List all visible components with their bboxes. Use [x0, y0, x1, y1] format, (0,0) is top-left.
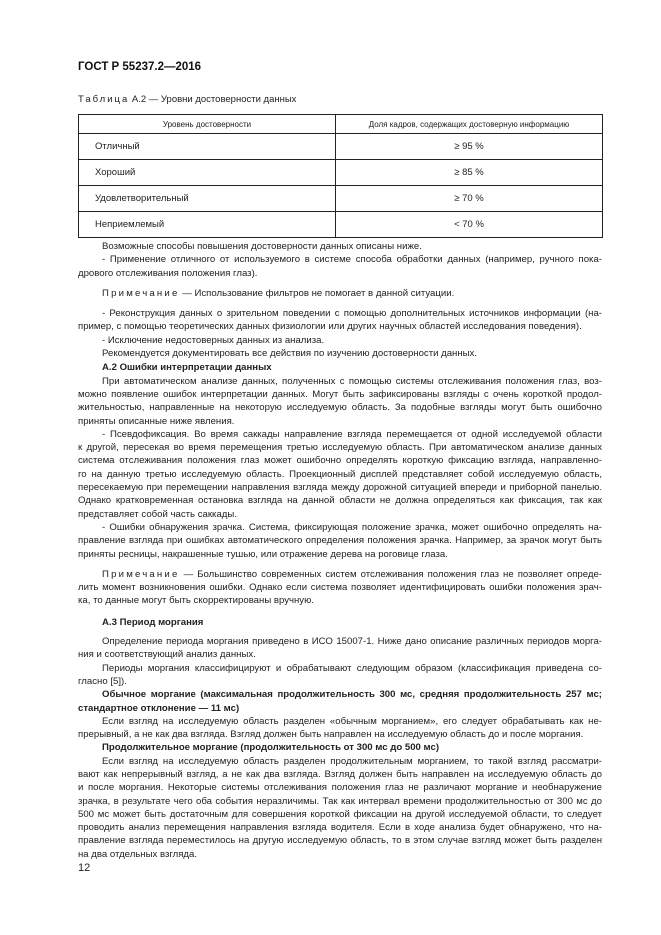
level-cell: Удовлетворительный: [79, 186, 336, 212]
line-text: прерывный, а не как два взгляда. Взгляд должен быть направлен на исследуемую область до и после моргания.: [78, 729, 584, 741]
line-text: на два отдельных взгляда.: [78, 848, 198, 860]
text-line: [78, 415, 602, 428]
level-cell: Неприемлемый: [79, 212, 336, 238]
text-line: [78, 508, 602, 521]
paragraph: [78, 715, 602, 742]
table-row: [79, 186, 603, 212]
line-text: система отслеживания положения глаз может ошибочно определять короткую фиксацию взгляда, направленно-: [78, 455, 602, 467]
line-text: ка, то данные могут быть скорректированы вручную.: [78, 595, 314, 607]
table-row: [79, 134, 603, 160]
text-line: [78, 287, 602, 300]
column-header: Уровень достоверности: [79, 115, 336, 134]
column-header: Доля кадров, содержащих достоверную информацию: [336, 115, 603, 134]
note-paragraph: [78, 568, 602, 608]
text-line: [78, 834, 602, 847]
text-line: [78, 781, 602, 794]
share-cell: ≥ 70 %: [336, 186, 603, 212]
text-line: [78, 648, 602, 661]
line-text: 500 мс может быть достаточным для совершения короткой фиксации на другой исследуемой области, то следует: [78, 808, 602, 820]
text-line: [78, 441, 602, 454]
text-line: [78, 688, 602, 701]
text-line: [78, 848, 602, 861]
line-text: зрачка, в результате чего оба события неразличимы. Так как интервал времени продолжительностью от 300 мс до: [78, 795, 602, 807]
table-header-row: [79, 115, 603, 134]
text-line: [78, 808, 602, 821]
text-line: [78, 728, 602, 741]
section-heading: [78, 616, 602, 629]
text-line: [78, 401, 602, 414]
text-line: [78, 755, 602, 768]
section-heading: [78, 361, 602, 374]
note-paragraph: [78, 287, 602, 300]
paragraph: [78, 347, 602, 360]
line-text: лить момент возникновения ошибки. Однако если система позволяет идентифицировать ошибки положения зрач-: [78, 582, 602, 594]
line-text: Периоды моргания классифицируют и обрабатывают следующим образом (классификация приведена со-: [102, 662, 602, 674]
text-line: [78, 635, 602, 648]
paragraph: [78, 334, 602, 347]
page-number: 12: [78, 862, 91, 874]
line-text: - Псевдофиксация. Во время саккады направление взгляда перемещается от одной исследуемой области: [102, 428, 602, 440]
paragraph: [78, 521, 602, 561]
line-text: к другой, пересекая во время перемещения третью исследуемую область. При автоматическом анализе данных: [78, 442, 602, 454]
caption-label: Таблица: [78, 94, 130, 105]
text-line: [78, 534, 602, 547]
line-text: — Большинство современных систем отслеживания положения глаз не позволяет опреде-: [179, 568, 602, 580]
text-line: [78, 481, 602, 494]
body-text: [78, 240, 602, 861]
line-text: При автоматическом анализе данных, полученных с помощью системы отслеживания положения глаз, воз-: [102, 375, 602, 387]
line-text: Если взгляд на исследуемую область разделен «обычным морганием», его следует обрабатывать как не-: [102, 715, 602, 727]
line-text: пересекаемую при перемещении направления взгляда между дорожной ситуацией впереди и приборной панелью.: [78, 482, 602, 494]
line-text: Обычное моргание (максимальная продолжительность 300 мс, средняя продолжительность 257 мс;: [102, 689, 602, 701]
text-line: [78, 494, 602, 507]
paragraph: [78, 635, 602, 662]
line-text: приняты ресницы, накрашенные тушью, или отражение дерева на роговице глаза.: [78, 548, 448, 560]
paragraph: [78, 307, 602, 334]
text-line: [78, 795, 602, 808]
line-text: правление взгляда при ошибках автоматического определения положения зрачка. Например, за зрачок могут быть: [78, 535, 602, 547]
paragraph: [78, 662, 602, 689]
text-line: [78, 361, 602, 374]
line-text: Однако кратковременная остановка взгляда на данной области не должна определяться как фиксация, так как: [78, 495, 602, 507]
line-text: Рекомендуется документировать все действия по изучению достоверности данных.: [102, 348, 478, 360]
line-text: Определение периода моргания приведено в ИСО 15007-1. Ниже дано описание различных периодов морга-: [102, 636, 602, 648]
table-row: [79, 160, 603, 186]
share-cell: < 70 %: [336, 212, 603, 238]
line-text: проводить анализ перемещения направления взгляда водителя. Если в ходе анализа будет обнаружено, что на-: [78, 822, 602, 834]
note-label: Примечание: [102, 287, 180, 299]
text-line: [78, 715, 602, 728]
paragraph: [78, 428, 602, 521]
line-text: гласно [5]).: [78, 675, 127, 687]
caption-text: А.2 — Уровни достоверности данных: [129, 94, 297, 105]
text-line: [78, 768, 602, 781]
line-text: Если взгляд на исследуемую область разделен продолжительным морганием, то такой взгляд рассматри-: [102, 755, 602, 767]
text-line: [78, 741, 602, 754]
text-line: [78, 334, 602, 347]
line-text: А.3 Период моргания: [102, 616, 204, 628]
text-line: [78, 616, 602, 629]
paragraph: [78, 240, 602, 253]
line-text: - Исключение недостоверных данных из анализа.: [102, 334, 325, 346]
level-cell: Отличный: [79, 134, 336, 160]
text-line: [78, 568, 602, 581]
line-text: жительностью, направленные на некоторую исследуемую область. За подобные взгляды могут быть ошибочно: [78, 402, 602, 414]
paragraph: [78, 755, 602, 861]
text-line: [78, 375, 602, 388]
note-label: Примечание: [102, 568, 180, 580]
share-cell: ≥ 85 %: [336, 160, 603, 186]
line-text: и после моргания. Некоторые системы отслеживания положения глаз не различают моргание и необнаружение: [78, 782, 602, 794]
line-text: го на данную третью исследуемую область. Проекционный дисплей представляет собой исследуемую область,: [78, 468, 602, 480]
document-header: ГОСТ Р 55237.2—2016: [78, 61, 202, 73]
line-text: Возможные способы повышения достоверности данных описаны ниже.: [102, 241, 422, 252]
table-caption: [78, 94, 296, 105]
line-text: А.2 Ошибки интерпретации данных: [102, 362, 272, 374]
text-line: [78, 594, 602, 607]
level-cell: Хороший: [79, 160, 336, 186]
line-text: - Реконструкция данных о зрительном поведении с помощью дополнительных источников информации (на-: [102, 308, 602, 320]
line-text: пример, с помощью теоретических данных физиологии или других научных областей исследования поведения).: [78, 321, 582, 333]
text-line: [78, 240, 602, 253]
paragraph: [78, 253, 602, 280]
line-text: - Ошибки обнаружения зрачка. Система, фиксирующая положение зрачка, может ошибочно определять на-: [102, 521, 602, 533]
text-line: [78, 662, 602, 675]
table-row: [79, 212, 603, 238]
text-line: [78, 454, 602, 467]
paragraph: [78, 688, 602, 715]
line-text: приняты описанные ниже явления.: [78, 415, 235, 427]
line-text: вают как непрерывный взгляд, а не как два взгляда. Взгляд должен быть направлен на исследуемую область до: [78, 768, 602, 780]
line-text: дрового отслеживания положения глаз).: [78, 267, 258, 279]
paragraph: [78, 741, 602, 754]
line-text: правление взгляда переместилось на другую исследуемую область, то в этом случае взгляд может быть разделен: [78, 835, 602, 847]
text-line: [78, 702, 602, 715]
line-text: стандартное отклонение — 11 мс): [78, 702, 240, 714]
line-text: - Применение отличного от используемого в системе способа обработки данных (например, ручного пока-: [102, 254, 602, 266]
paragraph: [78, 375, 602, 428]
line-text: Продолжительное моргание (продолжительность от 300 мс до 500 мс): [102, 742, 440, 754]
text-line: [78, 548, 602, 561]
share-cell: ≥ 95 %: [336, 134, 603, 160]
text-line: [78, 468, 602, 481]
text-line: [78, 347, 602, 360]
text-line: [78, 267, 602, 280]
line-text: ния и соответствующий анализ данных.: [78, 649, 256, 661]
line-text: можно появление ошибок интерпретации данных. Могут быть зафиксированы взгляды с очень короткой продол-: [78, 388, 602, 400]
text-line: [78, 581, 602, 594]
text-line: [78, 320, 602, 333]
text-line: [78, 675, 602, 688]
text-line: [78, 253, 602, 266]
text-line: [78, 521, 602, 534]
text-line: [78, 821, 602, 834]
text-line: [78, 388, 602, 401]
line-text: — Использование фильтров не помогает в данной ситуации.: [179, 287, 455, 299]
text-line: [78, 428, 602, 441]
line-text: представляет собой часть саккады.: [78, 508, 237, 520]
reliability-table: [78, 114, 603, 238]
text-line: [78, 307, 602, 320]
